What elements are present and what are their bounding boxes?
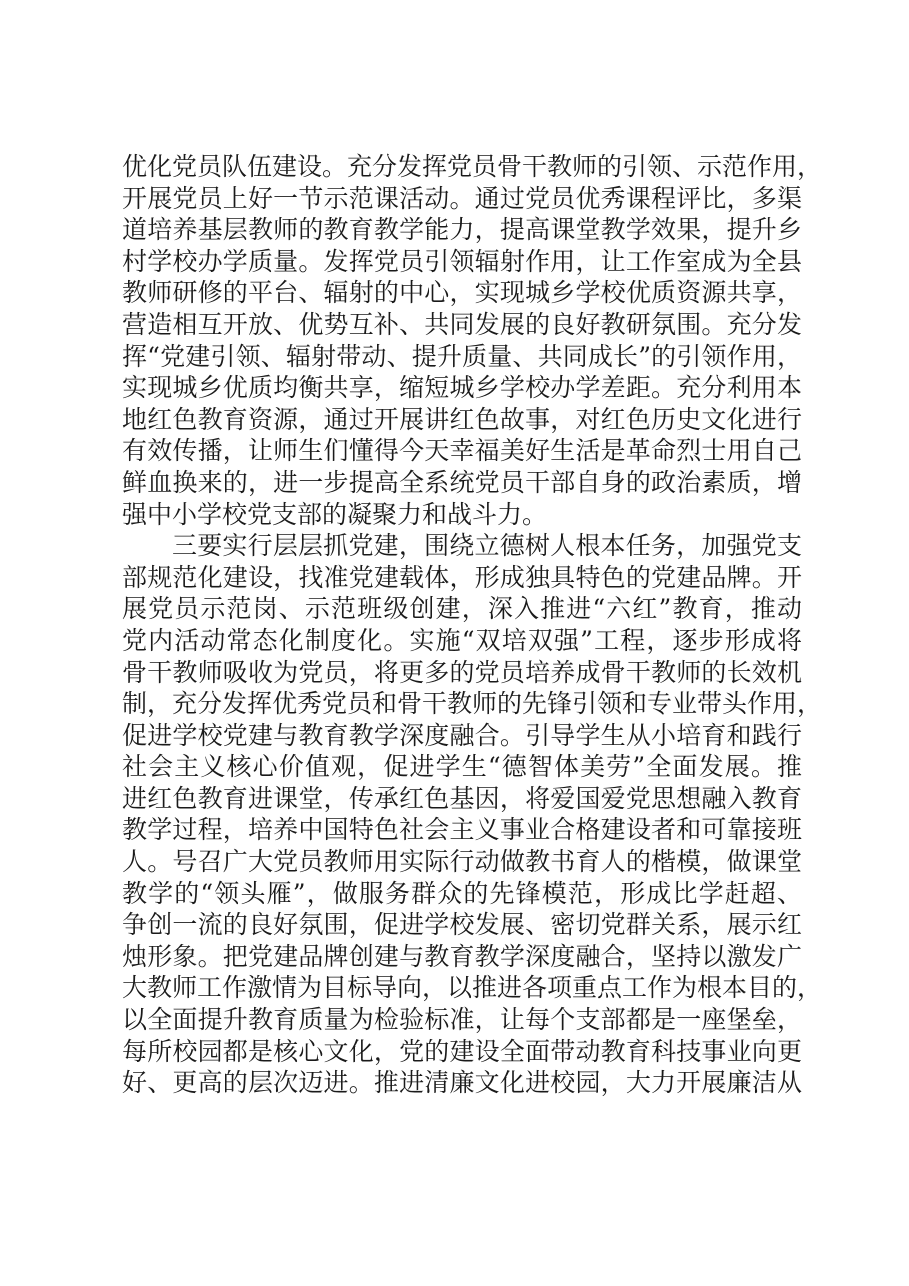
- text-line: 实现城乡优质均衡共享，缩短城乡学校办学差距。充分利用本: [122, 373, 802, 403]
- text-line: 人。号召广大党员教师用实际行动做教书育人的楷模，做课堂: [122, 847, 802, 877]
- text-line: 营造相互开放、优势互补、共同发展的良好教研氛围。充分发: [122, 309, 802, 339]
- text-line: 三要实行层层抓党建，围绕立德树人根本任务，加强党支: [172, 531, 802, 561]
- text-line: 争创一流的良好氛围，促进学校发展、密切党群关系，展示红: [122, 910, 802, 940]
- text-line: 党内活动常态化制度化。实施“双培双强”工程，逐步形成将: [122, 625, 802, 655]
- text-line: 制，充分发挥优秀党员和骨干教师的先锋引领和专业带头作用，: [122, 689, 823, 719]
- text-line: 进红色教育进课堂，传承红色基因，将爱国爱党思想融入教育: [122, 783, 802, 813]
- text-line: 村学校办学质量。发挥党员引领辐射作用，让工作室成为全县: [122, 246, 802, 276]
- text-line: 教师研修的平台、辐射的中心，实现城乡学校优质资源共享，: [122, 278, 802, 308]
- text-line: 鲜血换来的，进一步提高全系统党员干部自身的政治素质，增: [122, 467, 802, 497]
- text-line: 教学过程，培养中国特色社会主义事业合格建设者和可靠接班: [122, 815, 802, 845]
- text-line: 社会主义核心价值观，促进学生“德智体美劳”全面发展。推: [122, 752, 802, 782]
- text-line: 大教师工作激情为目标导向，以推进各项重点工作为根本目的，: [122, 973, 823, 1003]
- text-line: 部规范化建设，找准党建载体，形成独具特色的党建品牌。开: [122, 562, 802, 592]
- text-line: 烛形象。把党建品牌创建与教育教学深度融合，坚持以激发广: [122, 941, 802, 971]
- text-line: 好、更高的层次迈进。推进清廉文化进校园，大力开展廉洁从: [122, 1068, 802, 1098]
- paragraph-2: [122, 530, 823, 1099]
- text-line: 挥“党建引领、辐射带动、提升质量、共同成长”的引领作用，: [122, 341, 802, 371]
- text-line: 地红色教育资源，通过开展讲红色故事，对红色历史文化进行: [122, 404, 802, 434]
- text-line: 以全面提升教育质量为检验标准，让每个支部都是一座堡垒，: [122, 1005, 802, 1035]
- text-line: 教学的“领头雁”，做服务群众的先锋模范，形成比学赶超、: [122, 878, 802, 908]
- document-body: [122, 151, 823, 1099]
- text-line: 有效传播，让师生们懂得今天幸福美好生活是革命烈士用自己: [122, 436, 802, 466]
- text-line: 优化党员队伍建设。充分发挥党员骨干教师的引领、示范作用，: [122, 152, 823, 181]
- text-line: 骨干教师吸收为党员，将更多的党员培养成骨干教师的长效机: [122, 657, 802, 687]
- paragraph-1: [122, 151, 823, 530]
- text-line: 展党员示范岗、示范班级创建，深入推进“六红”教育，推动: [122, 594, 802, 624]
- text-line: 道培养基层教师的教育教学能力，提高课堂教学效果，提升乡: [122, 215, 802, 245]
- text-line: 每所校园都是核心文化，党的建设全面带动教育科技事业向更: [122, 1036, 802, 1066]
- text-line: 促进学校党建与教育教学深度融合。引导学生从小培育和践行: [122, 720, 802, 750]
- text-line: 强中小学校党支部的凝聚力和战斗力。: [122, 499, 548, 529]
- text-line: 开展党员上好一节示范课活动。通过党员优秀课程评比，多渠: [122, 183, 802, 213]
